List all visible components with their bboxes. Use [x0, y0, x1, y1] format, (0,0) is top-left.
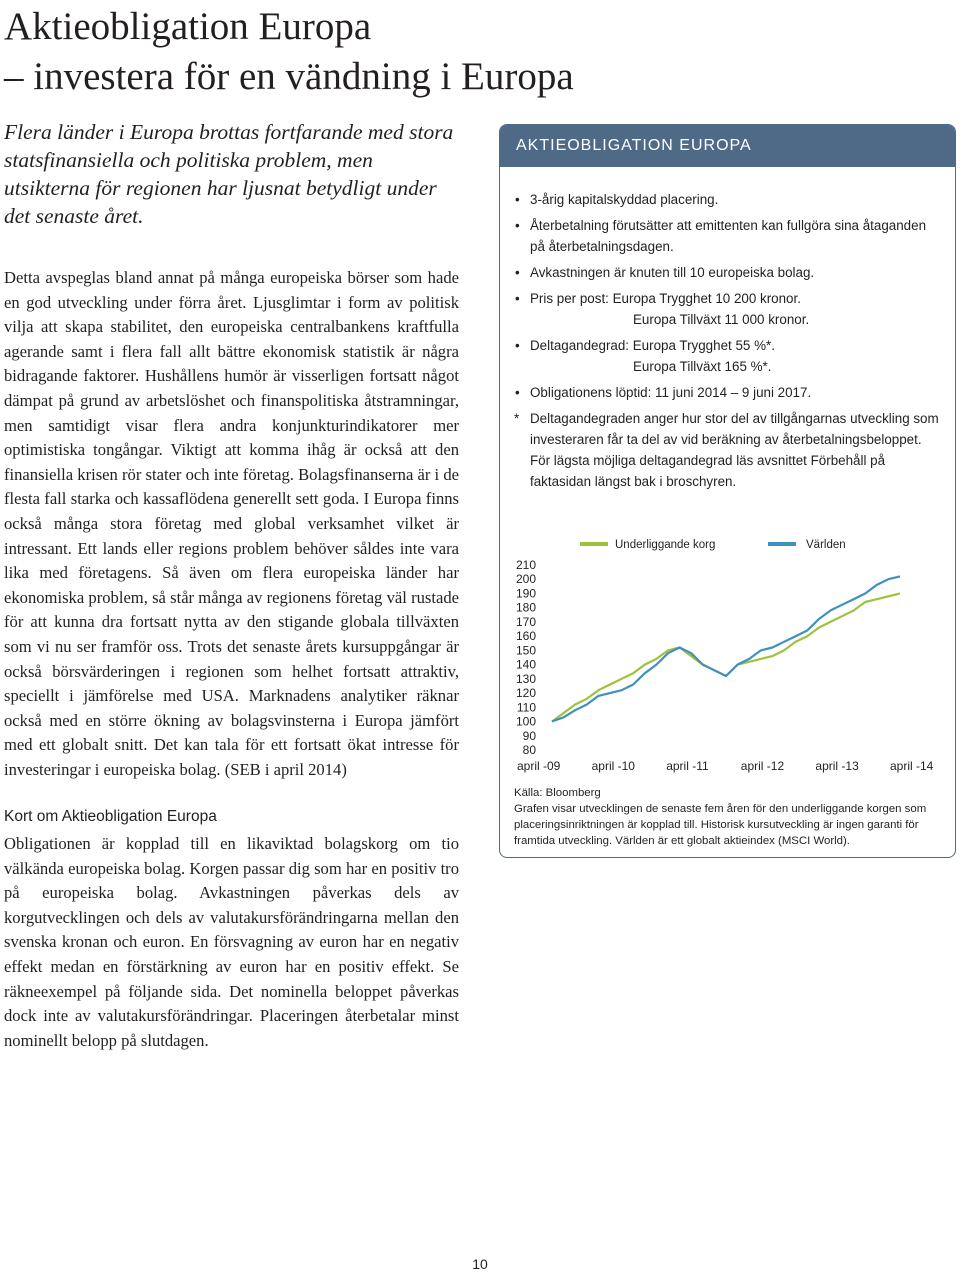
bullet-icon: •	[515, 291, 520, 306]
series-line-underliggande	[552, 594, 900, 722]
x-tick-label: april -10	[591, 759, 635, 773]
y-tick-label: 130	[515, 671, 536, 686]
y-tick-label: 200	[515, 572, 536, 587]
x-tick-label: april -11	[666, 759, 709, 773]
y-axis-ticks	[516, 558, 536, 757]
x-tick-label: april -14	[890, 759, 934, 773]
fact-text: Återbetalning förutsätter att emittenten kan fullgöra sina åtaganden på återbetalningsdagen.	[530, 218, 927, 254]
fact-item	[514, 215, 939, 257]
fact-text: Avkastningen är knuten till 10 europeiska bolag.	[530, 265, 815, 280]
fact-text: 3-årig kapitalskyddad placering.	[530, 192, 719, 207]
chart-source	[514, 785, 946, 849]
source-label: Källa: Bloomberg	[514, 787, 601, 799]
bullet-icon: •	[515, 338, 520, 353]
y-tick-label: 80	[522, 743, 536, 757]
fact-item	[514, 189, 939, 210]
series-line-varlden	[552, 576, 900, 721]
y-tick-label: 100	[515, 714, 536, 729]
legend-label-underliggande: Underliggande korg	[615, 539, 716, 551]
legend-label-varlden: Världen	[806, 539, 846, 551]
fact-item	[514, 382, 939, 403]
bullet-icon: •	[515, 192, 520, 207]
kort-paragraph: Obligationen är kopplad till en likaviktad bolagskorg om tio välkända europeiska bolag. Korgen passar dig som har en positiv tro på europeiska bolag. Avkastningen påverkas dels av korgutvecklingen och dels av valutakursförändringarna mellan den svenska kronan och euron. En försvagning av euron har en negativ effekt medan en förstärkning av euron har en positiv effekt. Se räkneexempel på följande sida. Det nominella beloppet påverkas dock inte av valutakursförändringar. Placeringen återbetalar minst nominellt belopp på slutdagen.	[4, 834, 459, 1050]
bullet-icon: •	[515, 218, 520, 233]
y-tick-label: 140	[515, 657, 536, 672]
bullet-icon: •	[515, 385, 520, 400]
fact-item	[514, 288, 939, 330]
fact-list	[514, 189, 939, 497]
fact-note-text: Deltagandegraden anger hur stor del av tillgångarnas utveckling som investeraren får ta del av vid beräkning av återbetalningsbeloppet. För lägsta möjliga deltagandegrad läs avsnittet Förbehåll på faktasidan längst bak i broschyren.	[530, 411, 939, 489]
fact-item	[514, 335, 939, 377]
x-tick-label: april -09	[517, 759, 561, 773]
y-tick-label: 210	[515, 558, 536, 572]
fact-item	[514, 262, 939, 283]
y-tick-label: 190	[515, 586, 536, 601]
y-tick-label: 150	[515, 643, 536, 658]
y-tick-label: 180	[515, 600, 536, 615]
factbox	[499, 124, 956, 858]
chart-legend	[580, 539, 846, 551]
fact-text: Deltagandegrad: Europa Trygghet 55 %*.	[530, 338, 775, 353]
fact-text: Pris per post: Europa Trygghet 10 200 kronor.	[530, 291, 801, 306]
y-tick-label: 120	[515, 686, 536, 701]
title-line-2: – investera för en vändning i Europa	[4, 55, 574, 98]
fact-note	[514, 408, 939, 492]
y-tick-label: 170	[515, 614, 536, 629]
page-title	[4, 2, 704, 102]
fact-text-continued: Europa Tillväxt 165 %*.	[633, 359, 772, 374]
y-tick-label: 90	[522, 728, 536, 743]
y-tick-label: 160	[515, 629, 536, 644]
body-text	[4, 266, 459, 782]
title-line-1: Aktieobligation Europa	[4, 5, 372, 48]
factbox-header: AKTIEOBLIGATION EUROPA	[500, 125, 955, 167]
page-number: 10	[472, 1256, 488, 1272]
fact-text-continued: Europa Tillväxt 11 000 kronor.	[633, 312, 810, 327]
y-tick-label: 110	[516, 700, 536, 715]
x-tick-label: april -13	[815, 759, 859, 773]
asterisk-icon: *	[514, 411, 520, 426]
chart-lines	[552, 576, 900, 721]
performance-chart	[500, 525, 955, 775]
bullet-icon: •	[515, 265, 520, 280]
fact-text: Obligationens löptid: 11 juni 2014 – 9 juni 2017.	[530, 385, 812, 400]
kort-heading: Kort om Aktieobligation Europa	[4, 808, 217, 825]
body-paragraph: Detta avspeglas bland annat på många europeiska börser som hade en god utveckling under förra året. Ljusglimtar i form av politisk vilja att skapa stabilitet, den europeiska centralbankens kraftfulla agerande samt i flera fall allt bättre ekonomisk statistik är några bidragande faktorer. Hushållens humör är visserligen fortsatt något dämpat på grund av arbetslöshet och finanspolitiska åtstramningar, men samtidigt visar flera andra konjunkturindikatorer mer optimistiska tongångar. Viktigt att komma ihåg är också att den finansiella krisen rör stater och inte företag. Bolagsfinanserna är i de flesta fall starka och kassaflödena generellt sett goda. I Europa finns också många stora företag med global verksamhet vilket är intressant. Ett lands eller regions problem behöver såldes inte vara lika med företagens. Så även om flera europeiska länder har ekonomiska problem, så står många av regionens företag väl rustade för att kunna dra fortsatt nytta av den stigande globala tillväxten som vi nu ser framför oss. Trots det senaste årets kursuppgångar är också börsvärderingen i regionen som helhet fortsatt attraktiv, speciellt i jämförelse med USA. Marknadens analytiker räknar också med en större ökning av bolagsvinsterna i Europa jämfört med ett globalt snitt. Det kan tala för ett fortsatt ökat intresse för investeringar i europeiska bolag. (SEB i april 2014)	[4, 268, 459, 779]
chart-caption: Grafen visar utvecklingen de senaste fem åren för den underliggande korgen som placeringsinriktningen är kopplad till. Historisk kursutveckling är ingen garanti för framtida utveckling. Världen är ett globalt aktieindex (MSCI World).	[514, 803, 927, 847]
x-axis-ticks	[517, 759, 934, 773]
intro-paragraph: Flera länder i Europa brottas fortfarande med stora statsfinansiella och politiska problem, men utsikterna för regionen har ljusnat betydligt under det senaste året.	[4, 120, 454, 228]
x-tick-label: april -12	[740, 759, 785, 773]
